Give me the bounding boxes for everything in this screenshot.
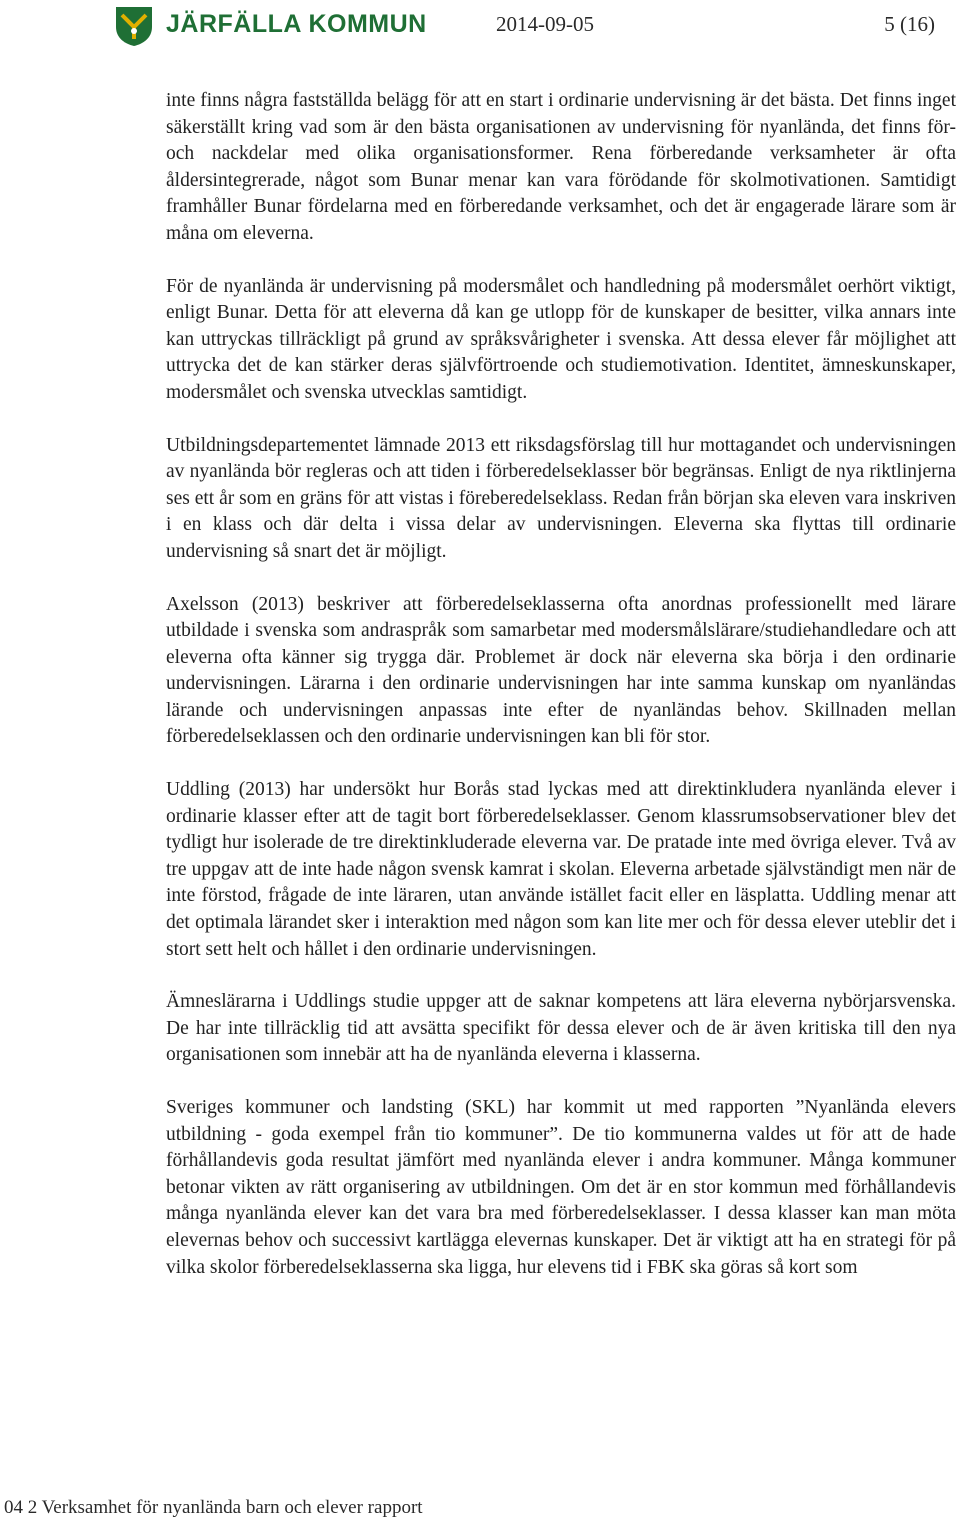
paragraph: Axelsson (2013) beskriver att förberedelseklasserna ofta anordnas professionellt med lärare utbildade i svenska som andraspråk som samarbetar med modersmålslärare/studiehandledare och att eleverna ofta känner sig trygga där. Problemet är dock när eleverna ska börja i den ordinarie undervisningen. Lärarna i den ordinarie undervisningen har inte samma kunskap om nyanländas lärande och undervisningen anpassas inte efter de nyanländas behov. Skillnaden mellan förberedelseklassen och den ordinarie undervisningen kan bli för stor. [166, 593, 956, 748]
page-number: 5 (16) [884, 12, 935, 36]
document-body [166, 88, 956, 1307]
municipality-crest-icon [114, 5, 154, 47]
paragraph: Ämneslärarna i Uddlings studie uppger att de saknar kompetens att lära eleverna nybörjarsvenska. De har inte tillräcklig tid att avsätta specifikt för dessa elever och de är även kritiska till den nya organisationen som innebär att ha de nyanlända eleverna i klasserna. [166, 991, 956, 1066]
page-header [0, 0, 960, 60]
page-footer: 04 2 Verksamhet för nyanlända barn och elever rapport [4, 1497, 423, 1518]
paragraph: Uddling (2013) har undersökt hur Borås stad lyckas med att direktinkludera nyanlända elever i ordinarie klasser efter att de tagit bort förberedelseklasser. Genom klassrumsobservationer blev det tydligt hur isolerade de tre direktinkluderade eleverna var. De pratade inte med övriga elever. Två av tre uppgav att de inte hade någon svensk kamrat i skolan. Eleverna arbetade självständigt men när de inte förstod, frågade de inte läraren, utan använde istället facit eller en läsplatta. Uddling menar att det optimala lärandet sker i interaktion med någon som kan lite mer och för dessa elever uteblir det i stort sett helt och hållet i den ordinarie undervisningen. [166, 779, 956, 960]
document-date: 2014-09-05 [496, 12, 594, 36]
paragraph: inte finns några fastställda belägg för att en start i ordinarie undervisning är det bästa. Det finns inget säkerställt kring vad som är den bästa organisationen av undervisning för nyanlända, det finns för- och nackdelar med olika organisationsformer. Rena förberedande verksamheter är ofta åldersintegrerade, något som Bunar menar kan vara förödande för skolmotivationen. Samtidigt framhåller Bunar fördelarna med en förberedande verksamhet, och det är engagerade lärare som är måna om eleverna. [166, 90, 956, 244]
paragraph: För de nyanlända är undervisning på modersmålet och handledning på modersmålet oerhört viktigt, enligt Bunar. Detta för att eleverna då kan ge utlopp för de kunskaper de besitter, vilka annars inte kan uttryckas tillräckligt på grund av språksvårigheter i svenska. Att dessa elever får möjlighet att uttrycka det de kan stärker deras självförtroende och studiemotivation. Identitet, ämneskunskaper, modersmålet och svenska utvecklas samtidigt. [166, 275, 956, 403]
paragraph: Sveriges kommuner och landsting (SKL) har kommit ut med rapporten ”Nyanlända elevers utbildning - goda exempel från tio kommuner”. De tio kommunerna valdes ut för att de hade förhållandevis goda resultat jämfört med nyanlända elever i andra kommuner. Många kommuner betonar vikten av rätt organisering av utbildningen. Om det är en stor kommun med förhållandevis många nyanlända elever kan det vara bra med förberedelseklasser. I dessa klasser kan man möta elevernas behov och successivt kartlägga elevernas kunskaper. Det är viktigt att ha en strategi för på vilka skolor förberedelseklasserna ska ligga, hur elevens tid i FBK ska göras så kort som [166, 1097, 956, 1278]
municipality-name: JÄRFÄLLA KOMMUN [166, 10, 427, 38]
paragraph: Utbildningsdepartementet lämnade 2013 ett riksdagsförslag till hur mottagandet och undervisningen av nyanlända bör regleras och att tiden i förberedelseklasser bör begränsas. Enligt de nya riktlinjerna ses ett år som en gräns för att vistas i förеberedelseklass. Redan från början ska eleven vara inskriven i en klass och där delta i vissa delar av undervisningen. Eleverna ska flyttas till ordinarie undervisning så snart det är möjligt. [166, 434, 956, 562]
